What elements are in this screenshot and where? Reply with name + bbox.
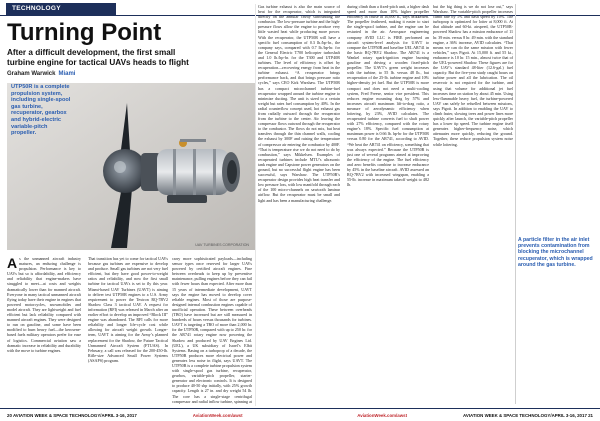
byline-name: Graham Warwick [7, 71, 56, 77]
inlet-filter-caption: A particle filter in the air inlet prevents contamination from blocking the microchannel recuperator, which is wrapped around the gas turbine. [518, 237, 593, 268]
dek: After a difficult development, the first small turbine engine for tactical UAVs heads to flight [7, 48, 189, 67]
footer-left [7, 413, 243, 418]
drop-cap: A [7, 256, 18, 271]
column-2-text: That transition has yet to come for tactical UAVs because gas turbines are expensive to develop and produce. Small gas turbines are not very fuel efficient, but they have good power-to-weight ratios and reliability, and now the first small turbine for tactical UAVs is set to fly this year. Miami-based UAV Turbines (UAVT) is aiming to deliver test UTP50R engines to a U.S. Army requirement to power the Textron RQ-7BV2 Shadow Class 3 tactical UAV. A request for information (RFI) was released in March after an earlier effort to develop an improved “Block III” engine was abandoned. The RFI calls for more reliability and longer life-cycle cost while allowing for aircraft weight growth. Longer-term, UAVT is aiming for the Army’s planned replacement for the Shadow, the Future Tactical Unmanned Aircraft System (FTUAS). In February, a call was released for the 200-450-lb. Rifle-size Advanced Small Power Systems (ASAPS) program. [88, 256, 168, 363]
footer-right-url[interactable]: AviationWeek.com/awst [357, 413, 408, 418]
column-3-text: carry more sophisticated payloads—including sensor types once reserved for larger UAVs powered by certified aircraft engines. Fine between overheads to keep up by preventive maintenance, pulling engines before they can fail with fewer hours than expected. After more than 15 years of intermediate development, UAVT says the engine has moved to develop cover reliable engines. Most of those are purpose-designed internal combustion engines capable of unofficial operation. These between overheads (TBO) have increased but are still measured in hundreds of hours versus thousands for turbines. UAVT is targeting a TBO of more than 2,000 hr. for the UTP50R, compared with up to 250 hr. for the AR741 rotary engine now powering the Shadow and produced by UAV Engines Ltd. (UEL), a UK subsidiary of Israel’s Elbit Systems. Basing on a turboprop of a decade, the UTP50R produces more electrical power and generates less noise in flight, says UAVT. The UTP50R is a complete turbine propulsion system with single-spool gas turbine, recuperator, gearbox, variable-pitch propeller, starter-generator and electronic controls. It is designed to produce 40-50 shp initially, with 25% growth capacity. Length is 27 in. and dry weight 54 lb. The core has a single-stage centrifugal compressor and radial inflow turbine, spinning at [172, 256, 252, 404]
article-column-1 [7, 256, 81, 404]
headline: Turning Point [7, 19, 162, 46]
photo-credit: UAV TURBINES CORPORATION [195, 243, 249, 247]
footer-right-pageinfo: AVIATION WEEK & SPACE TECHNOLOGY/APRIL 3-16, 2017 21 [463, 413, 593, 418]
footer-right [357, 413, 593, 418]
column-5-text: during climb than a fixed-pitch unit, a higher dash speed and more than 10% higher propeller efficiency in cruise at 10,000 ft., says Mikkelsen. The propeller feathered, making it easier to start the single-spool turbine, and the engine can be restarted in the air. Aerospace engineering company AVID LLC is FIRE performed an aircraft system-level analysis for UAVT to compare the UTP50R and baseline UEL AR741 in the basic RQ-7BV2 Shadow. The AR741 is a Wankel rotary spark-ignition engine burning gasoline and driving a wooden fixed-pitch propeller. The UAVT’s green weight increases with the turbine, to 55 lb. versus 48 lb., but recuperation of the 25-lb. turbine engine and 10% higher-density jet fuel. But the UTP50R is more compact and does not need a multi-cooling system, Fred Freese, senior vice president. This reduces engine mounting drag by 57% and increases aircraft maximum lift-to-drag ratio, a measure of aerodynamic efficiency when loitering, by 23%, AVID calculates. The recuperated turbine converts fuel to shaft power with 27% efficiency, compared with the rotary engine’s 18%. Specific fuel consumption at maximum power is 0.66 lb. hp-hr for the UTP50R versus 0.80 for the AR741, according to AVID. “We beat the AR741 on efficiency, something that was always expected.” Because the UTP50R is just one of several programs aimed at improving the efficiency of the engine. The fuel efficiency and aero benefits combine to increase endurance by 45% in the baseline aircraft. AVID assessed an RQ-7BV2 with increased wingspan, enabling a 55-lb. increase in maximum takeoff weight to 482 lb. [347, 4, 429, 188]
column-1-text: s the unmanned aircraft industry matures, an enduring challenge is propulsion. Performance is key to UAVs but so is affordability, and efficiency and reliability that engine-makers have struggled to meet—at costs and weights dramatically lower than for manned aircraft. Everyone in many tactical unmanned aircraft flying today have their engine in engines that powered motorcycles, snowmobiles and model aircraft. They are lightweight and fuel efficient but lack reliability compared with manned aircraft engines. They were designed to run on gasoline, and some have been modified to burn heavy fuel—the kerosene-based fuels military operators prefer for ease of logistics. Commercial aviation saw a dramatic increase in reliability and durability with the move to turbine engines. [7, 256, 81, 353]
section-tag: TECHNOLOGY [6, 3, 116, 15]
article-column-2 [88, 256, 168, 404]
column-6-text: but the big thing is we do not lose out,” says Warshaw. The variable-pitch propeller increases climb rate by 1% and dash speed by 10%. The turboprop is optimized for loiter at 8,000 ft. At that altitude and 60-kt. airspeed, the UTP50R-powered Shadow has a mission endurance of 11 hr. 39 min. versus 8 hr. 49 min. with the standard engine, a 36% increase, AVID calculates. “That means we can do the same mission with fewer vehicles,” says Pigott. At 15,000 ft. and 55 kt., endurance is 10 hr. 15 min., almost twice that of the UEL-powered Shadow. These figures are for the UAV’s standard 48-liter (12.6-gal.) fuel capacity. But the five-year study caught hours on turbine power and all the lubrication. The oil reservoir is not required for the turbine, and using that volume for additional jet fuel increases time on station by about 45 min. Using less-flammable heavy fuel, the turbine-powered UAV can safely be refuelled between missions, says Pigott. In addition to enabling the UAV to climb faster, slowing trees and power lines more quickly after launch, the variable-pitch propeller has a lower tip speed. The turbine engine itself generates higher-frequency noise, which attenuates more quickly, reducing the ground. Together, these reduce propulsion system noise while loitering. [433, 4, 513, 147]
byline-location: Miami [58, 71, 76, 77]
article-column-5 [347, 4, 429, 404]
page-footer [0, 408, 600, 421]
page-gutter [255, 4, 256, 406]
footer-left-url[interactable]: AviationWeek.com/awst [192, 413, 243, 418]
footer-left-pageinfo: 20 AVIATION WEEK & SPACE TECHNOLOGY/APRIL 3-16, 2017 [7, 413, 137, 418]
column-divider [515, 4, 516, 404]
article-column-4 [258, 4, 340, 404]
photo-caption: UTP50R is a complete propulsion system, including single-spool gas turbine, recuperator, gearbox and hybrid-electric variable-pitch propeller. [11, 84, 71, 137]
article-column-3 [172, 256, 252, 404]
column-4-text: Gas turbine exhaust is also the main source of heat for the recuperator, which is integrated directly on the annular cavity surrounding the combustor. The low-pressure turbine and the high-pressure flows allow the engine to produce very little wasted heat while producing more power. With the recuperator, the UTP50R will have a specific fuel consumption of 0.3 lb./hp-hr., the company says, compared with 0.7 lb./hp-hr. for the General Electric T700 helicopter turboshaft and 1.0 lb./hp-hr. for the T300 and UTP40R turbines. The level of efficiency is offset by recuperation—recovering energy from heat in the turbine exhaust. “A recuperator brings performance back, and that brings pressure ratio cycles,” says CEO Kirk Warshaw. The UTP50R has a compact microchannel turbine-fuel recuperator wrapped around the turbine engine to minimize ducting. The unit is sized to a certain weight but rates fuel consumption by 40%. In the radial counterflow concept used, hot exhaust gas from radially outward through the recuperator from the turbine to the center. Air leaving the compressor flows outward through the recuperator to the combustor. The flows do not mix, but heat transfers through the thin channel walls, cooling the exhaust by 300F and raising the temperature of compressor air entering the combustor by 400F. “That is temperature rise we do not need to do by combustion,” says Mikkelsen. Examples of recuperated turbines include MTU’s ultrasonic tank engine and Capstone power generators on the ground, but no successful flight engine has been successful, says Warshaw. The UTP50R’s recuperator design provides high heat transfer and low pressure loss, with low manifold through each of the 100 micro-channels on sawtooth laminar airflow. But the recuperator must be small and light and has been a manufacturing challenge. [258, 4, 340, 203]
article-column-6 [433, 4, 513, 404]
byline [7, 71, 75, 77]
